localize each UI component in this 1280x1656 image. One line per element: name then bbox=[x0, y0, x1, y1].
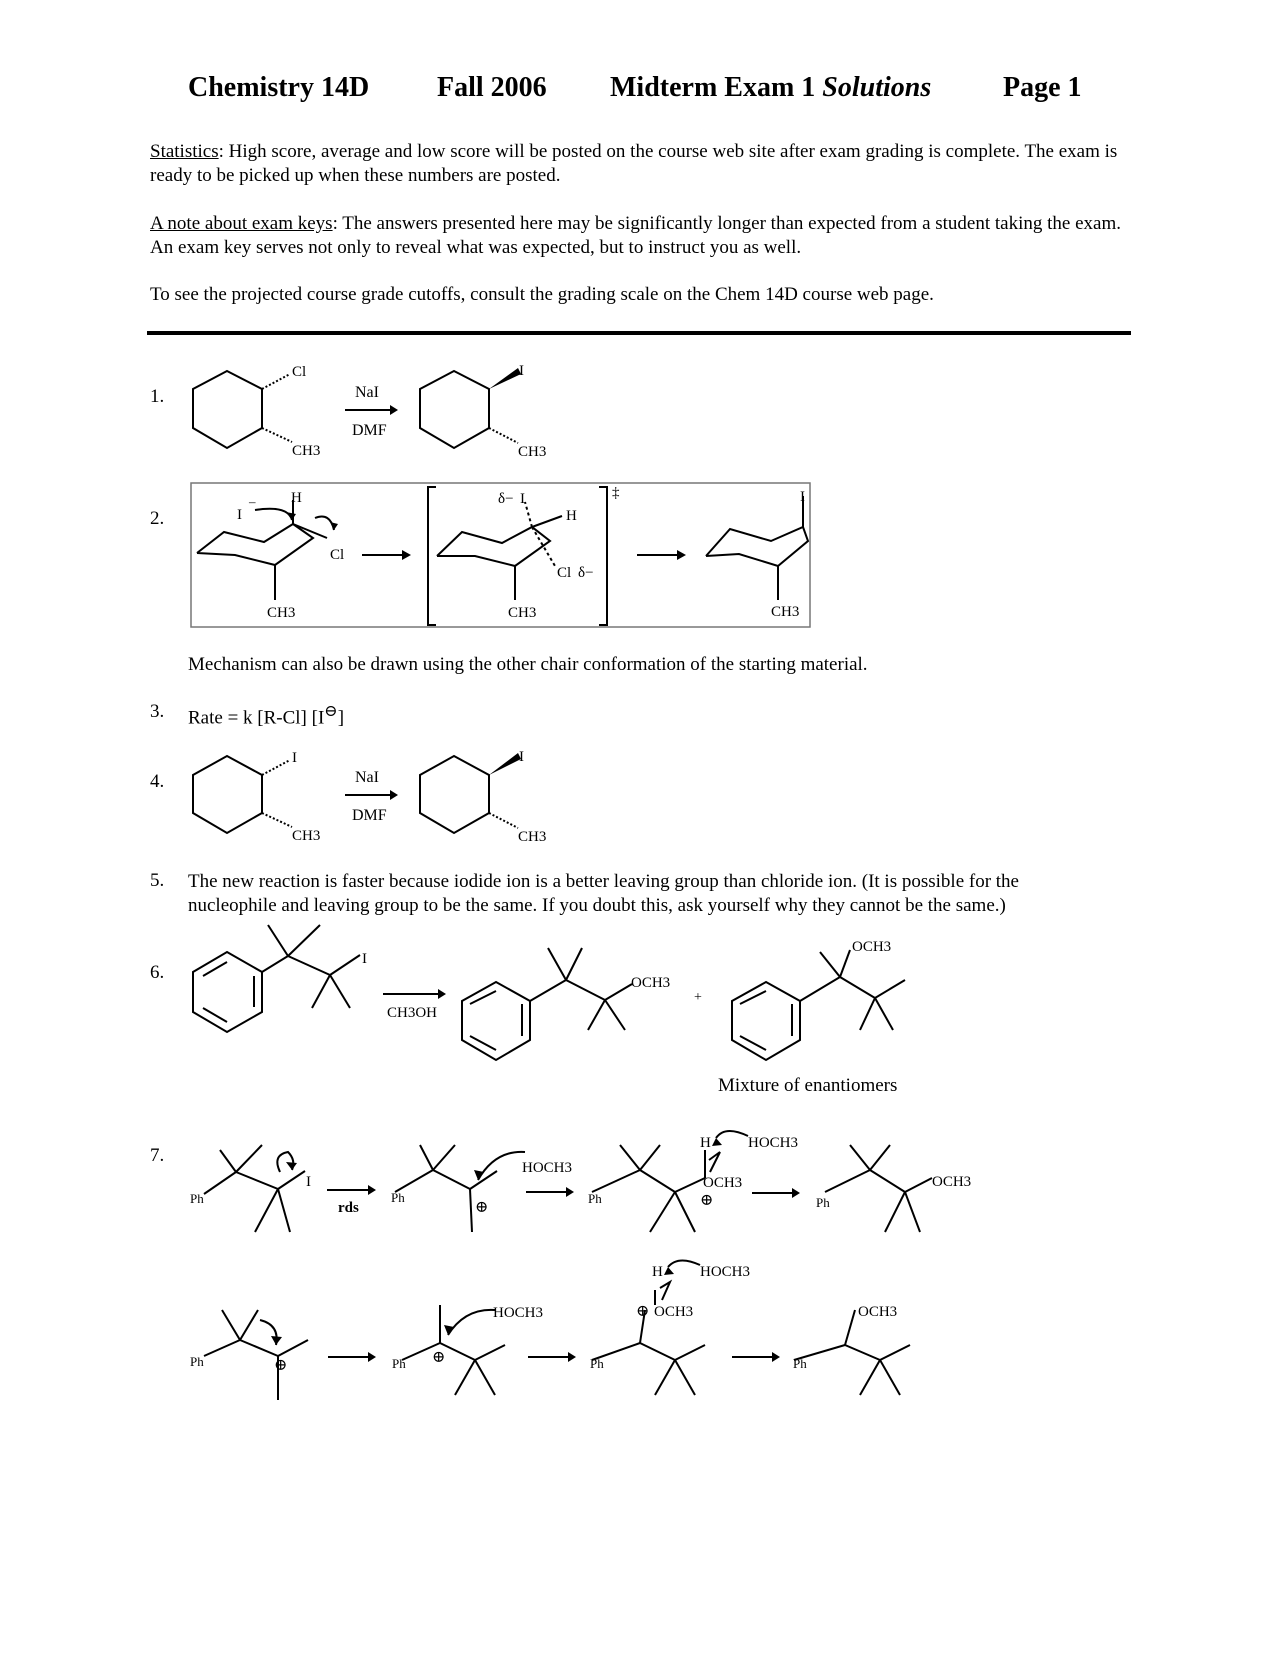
q2-iodide-label: I bbox=[237, 507, 242, 523]
q7-number: 7. bbox=[150, 1145, 165, 1166]
q6-caption: Mixture of enantiomers bbox=[718, 1075, 898, 1096]
q1-dmf-label: DMF bbox=[352, 422, 387, 439]
q7-c-oxonium: ⊕ bbox=[700, 1192, 714, 1209]
q4-product-i-label: I bbox=[519, 749, 524, 765]
q1-product-ch3-label: CH3 bbox=[518, 444, 547, 460]
q2-ts-h-label: H bbox=[566, 508, 577, 524]
q6-i-label: I bbox=[362, 951, 367, 967]
q2-iodide-charge: – bbox=[249, 494, 256, 509]
q7-c-hoch3: HOCH3 bbox=[748, 1135, 799, 1151]
q2-ts-i-label: I bbox=[520, 491, 525, 507]
statistics-text: : High score, average and low score will be posted on the course web site after exam grading is complete. The exam is ready to be picked up when these numbers are posted. bbox=[150, 141, 1118, 186]
q6-number: 6. bbox=[150, 962, 165, 983]
q7-f-cation: ⊕ bbox=[432, 1349, 446, 1366]
statistics-label: Statistics bbox=[150, 141, 219, 162]
q2-note: Mechanism can also be drawn using the other chair conformation of the starting material. bbox=[188, 654, 868, 675]
note-text: : The answers presented here may be significantly longer than expected from a student taking the exam. An exam key serves not only to reveal what was expected, but to instruct you as well. bbox=[150, 213, 1121, 258]
header-solutions: Solutions bbox=[822, 72, 932, 103]
note-label: A note about exam keys bbox=[150, 213, 333, 234]
q5-number: 5. bbox=[150, 870, 165, 891]
q7-h-och3: OCH3 bbox=[858, 1304, 898, 1320]
q7-e-ph: Ph bbox=[190, 1354, 204, 1369]
q2-ts-delta-cl: δ− bbox=[578, 565, 594, 581]
q7-g-och3: OCH3 bbox=[654, 1304, 694, 1320]
q2-cl-label: Cl bbox=[330, 547, 345, 563]
q1-i-label: I bbox=[519, 363, 524, 379]
q3-rate-left: Rate = k [R-Cl] [I bbox=[188, 707, 325, 729]
q7-c-ph: Ph bbox=[588, 1191, 602, 1206]
cutoffs-paragraph: To see the projected course grade cutoffs, consult the grading scale on the Chem 14D course web page. bbox=[150, 284, 934, 305]
q7-f-ph: Ph bbox=[392, 1356, 406, 1371]
q7-c-och3: OCH3 bbox=[703, 1175, 743, 1191]
q2-ts-cl-label: Cl bbox=[557, 565, 572, 581]
q7-e-cation: ⊕ bbox=[274, 1357, 288, 1374]
q4-product-ch3-label: CH3 bbox=[518, 829, 547, 845]
q7-a-ph: Ph bbox=[190, 1191, 204, 1206]
header-course: Chemistry 14D bbox=[188, 72, 370, 103]
q7-b-cation: ⊕ bbox=[475, 1199, 489, 1216]
q4-dmf-label: DMF bbox=[352, 807, 387, 824]
q4-i-label: I bbox=[292, 750, 297, 766]
q2-ts-ch3-label: CH3 bbox=[508, 605, 537, 621]
q3-minus-circle: ⊖ bbox=[324, 703, 338, 720]
q6-reagent-label: CH3OH bbox=[387, 1005, 438, 1021]
q1-nai-label: NaI bbox=[355, 384, 379, 401]
q2-dagger: ‡ bbox=[612, 485, 620, 501]
q3-rate-right: ] bbox=[337, 707, 345, 729]
q2-product-ch3-label: CH3 bbox=[771, 604, 800, 620]
q7-g-ph: Ph bbox=[590, 1356, 604, 1371]
header-exam-title: Midterm Exam 1 bbox=[610, 72, 816, 103]
q1-cl-label: Cl bbox=[292, 364, 307, 380]
q6-product2-och3: OCH3 bbox=[852, 939, 892, 955]
q1-number: 1. bbox=[150, 386, 165, 407]
q3-number: 3. bbox=[150, 701, 165, 722]
q2-number: 2. bbox=[150, 508, 165, 529]
q7-g-oxonium: ⊕ bbox=[636, 1303, 650, 1320]
q7-h-ph: Ph bbox=[793, 1356, 807, 1371]
q2-product-i-label: I bbox=[800, 489, 805, 505]
q1-ch3-label: CH3 bbox=[292, 443, 321, 459]
q4-nai-label: NaI bbox=[355, 769, 379, 786]
q7-f-hoch3: HOCH3 bbox=[493, 1305, 544, 1321]
q7-b-ph: Ph bbox=[391, 1190, 405, 1205]
q2-ts-delta-i: δ− bbox=[498, 491, 514, 507]
header-term: Fall 2006 bbox=[437, 72, 547, 103]
q6-plus: + bbox=[694, 990, 702, 1005]
q7-c-h: H bbox=[700, 1135, 711, 1151]
q7-d-ph: Ph bbox=[816, 1195, 830, 1210]
q6-product1-och3: OCH3 bbox=[631, 975, 671, 991]
q7-g-hoch3: HOCH3 bbox=[700, 1264, 751, 1280]
q7-b-hoch3: HOCH3 bbox=[522, 1160, 573, 1176]
q5-answer: The new reaction is faster because iodide ion is a better leaving group than chloride ion. (It is possible for the nucleophile and leaving group to be the same. If you doubt this, ask yourself why they cannot be the same.) bbox=[188, 871, 1019, 916]
q2-h-label: H bbox=[291, 490, 302, 506]
q2-ch3-label: CH3 bbox=[267, 605, 296, 621]
q7-rds-label: rds bbox=[338, 1200, 359, 1216]
q7-g-h: H bbox=[652, 1264, 663, 1280]
q7-a-i: I bbox=[306, 1174, 311, 1190]
q7-d-och3: OCH3 bbox=[932, 1174, 972, 1190]
q4-ch3-label: CH3 bbox=[292, 828, 321, 844]
q4-number: 4. bbox=[150, 771, 165, 792]
header-page: Page 1 bbox=[1003, 72, 1082, 103]
